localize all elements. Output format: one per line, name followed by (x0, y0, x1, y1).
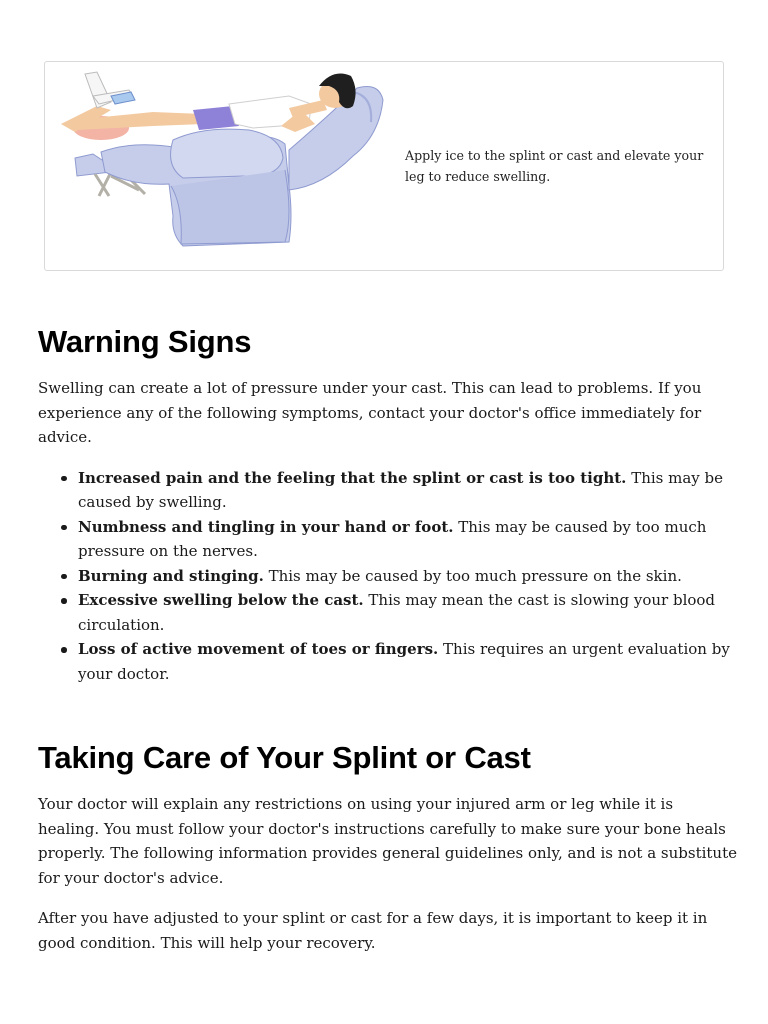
warning-item-text: This requires an urgent evaluation by your doctor. (78, 640, 730, 683)
warning-list-item (78, 515, 738, 564)
warning-item-text: This may mean the cast is slowing your blood circulation. (78, 591, 716, 634)
warning-list-item (78, 564, 738, 589)
figure-caption: Apply ice to the splint or cast and elevate your leg to reduce swelling. (405, 148, 704, 184)
article-content (38, 322, 738, 971)
warning-item-bold: Excessive swelling below the cast. (78, 591, 364, 609)
warning-signs-heading: Warning Signs (38, 324, 252, 359)
care-heading: Taking Care of Your Splint or Cast (38, 740, 531, 775)
recliner-elevated-leg-illustration (53, 66, 385, 256)
warning-signs-section (38, 322, 738, 686)
figure-card (44, 61, 724, 271)
warning-intro: Swelling can create a lot of pressure under your cast. This can lead to problems. If you experience any of the following symptoms, contact your doctor's office immediately for advice. (38, 379, 702, 446)
warning-item-bold: Increased pain and the feeling that the splint or cast is too tight. (78, 468, 627, 487)
warning-item-bold: Loss of active movement of toes or fingers. (78, 640, 439, 658)
warning-item-bold: Numbness and tingling in your hand or foot. (78, 517, 454, 536)
care-paragraph: Your doctor will explain any restrictions on using your injured arm or leg while it is healing. You must follow your doctor's instructions carefully to make sure your bone heals properly. The following information provides general guidelines only, and is not a substitute for your doctor's advice. (38, 795, 737, 887)
warning-list (38, 466, 738, 687)
warning-item-bold: Burning and stinging. (78, 566, 264, 585)
care-section (38, 738, 738, 955)
warning-list-item (78, 637, 738, 686)
warning-item-text: This may be caused by too much pressure on the nerves. (78, 517, 707, 560)
care-paragraph: After you have adjusted to your splint or cast for a few days, it is important to keep it in good condition. This will help your recovery. (38, 909, 708, 952)
warning-list-item (78, 588, 738, 637)
warning-item-text: This may be caused by swelling. (78, 468, 724, 511)
warning-list-item (78, 466, 738, 515)
warning-item-text: This may be caused by too much pressure on the skin. (263, 566, 682, 585)
